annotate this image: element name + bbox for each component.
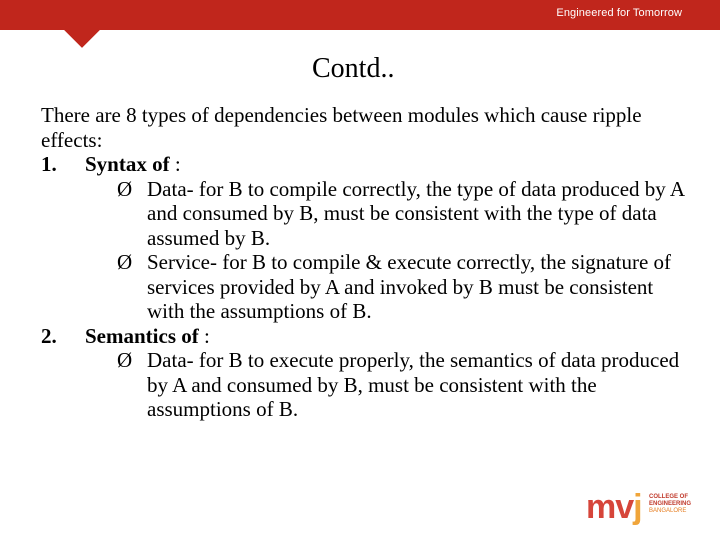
- list-item-semantics: [41, 324, 691, 422]
- header-bar: [0, 0, 720, 50]
- list-item-syntax: [41, 152, 691, 324]
- bullet-text: Data- for B to execute properly, the semantics of data produced by A and consumed by B, must be consistent with the assumptions of B.: [147, 348, 680, 421]
- item-number: 1.: [41, 152, 57, 176]
- bullet-text: Service- for B to compile & execute correctly, the signature of services provided by A and invoked by B must be consistent with the assumptions of B.: [147, 250, 672, 323]
- item-suffix: :: [169, 152, 181, 176]
- bullet-text: Data- for B to compile correctly, the type of data produced by A and consumed by B, must be consistent with the type of data assumed by B.: [147, 176, 684, 250]
- slide-content: [41, 103, 691, 422]
- college-logo: [586, 490, 696, 528]
- bullet-list: [85, 348, 691, 422]
- logo-mark: mvj: [586, 488, 642, 526]
- bullet-item: [85, 177, 691, 251]
- arrow-bullet-icon: Ø: [117, 250, 133, 274]
- tagline: Engineered for Tomorrow: [556, 7, 682, 19]
- arrow-bullet-icon: Ø: [117, 348, 133, 372]
- arrow-bullet-icon: Ø: [117, 176, 133, 201]
- item-heading: Semantics of: [85, 323, 199, 348]
- intro-text: There are 8 types of dependencies between modules which cause ripple effects:: [41, 103, 642, 152]
- bullet-item: [85, 250, 691, 324]
- item-number: 2.: [41, 323, 57, 348]
- logo-text: COLLEGE OF ENGINEERING BANGALORE: [649, 494, 692, 514]
- item-suffix: :: [198, 323, 210, 348]
- bullet-list: [85, 177, 691, 324]
- bullet-item: [85, 348, 691, 422]
- slide-title: Contd..: [312, 53, 395, 84]
- item-heading: Syntax of: [85, 152, 170, 176]
